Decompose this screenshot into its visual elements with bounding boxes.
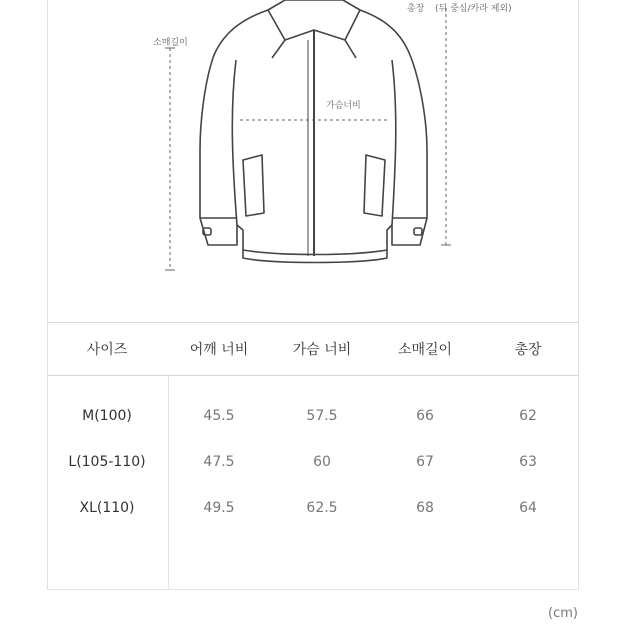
header-size: 사이즈: [86, 342, 128, 358]
row-sleeve: 67: [416, 454, 434, 470]
header-chest-width: 가슴 너비: [292, 342, 352, 358]
header-total-length: 총장: [514, 342, 542, 358]
unit-label: (cm): [548, 606, 578, 621]
size-table-column-divider: [168, 376, 169, 590]
chest-width-label: 가슴너비: [326, 101, 361, 111]
row-total: 62: [519, 408, 537, 424]
row-total: 64: [519, 500, 537, 516]
total-length-label: 총장: [407, 4, 425, 14]
row-sleeve: 68: [416, 500, 434, 516]
sleeve-length-label: 소매길이: [153, 38, 188, 48]
row-shoulder: 47.5: [203, 454, 235, 470]
row-size: M(100): [82, 408, 132, 424]
row-shoulder: 49.5: [203, 500, 235, 516]
row-chest: 62.5: [306, 500, 338, 516]
total-length-note: (뒤 중심/카라 제외): [435, 4, 512, 14]
header-shoulder-width: 어깨 너비: [189, 342, 249, 358]
row-size: L(105-110): [68, 454, 146, 470]
row-chest: 57.5: [306, 408, 338, 424]
row-size: XL(110): [79, 500, 135, 516]
header-sleeve-length: 소매길이: [397, 342, 453, 358]
row-total: 63: [519, 454, 537, 470]
row-sleeve: 66: [416, 408, 434, 424]
row-shoulder: 45.5: [203, 408, 235, 424]
row-chest: 60: [313, 454, 331, 470]
